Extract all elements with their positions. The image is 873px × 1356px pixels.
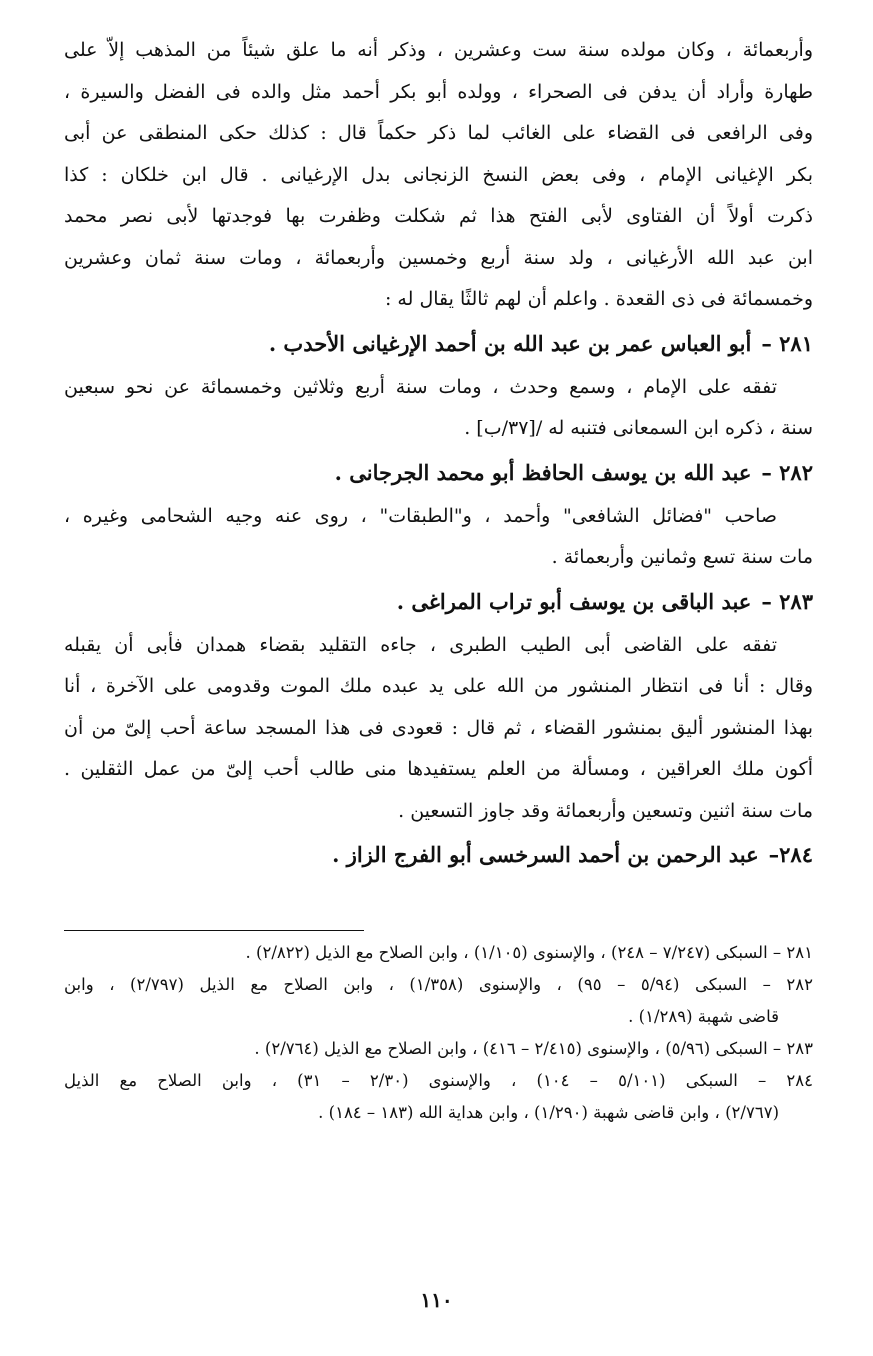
entry-281: [64, 321, 813, 450]
entry-heading: [64, 579, 813, 625]
page-number: ١١٠: [420, 1288, 453, 1312]
entry-282: [64, 450, 813, 579]
entry-number: ٢٨٤–: [768, 842, 813, 867]
body-line: وفى الرافعى فى القضاء على الغائب لما ذكر حكماً قال : كذلك حكى المنطقى عن أبى: [64, 122, 813, 144]
entry-title: عبد الباقى بن يوسف أبو تراب المراغى .: [396, 588, 752, 614]
entry-heading: [64, 450, 813, 496]
entry-line: تفقه على الإمام ، وسمع وحدث ، ومات سنة أربع وثلاثين وخمسمائة عن نحو سبعين: [64, 375, 777, 398]
entry-line: صاحب "فضائل الشافعى" وأحمد ، و"الطبقات" ، روى عنه وجيه الشحامى وغيره ،: [64, 504, 777, 527]
footnote-line: ٢٨١ – السبكى (٧/٢٤٧ – ٢٤٨) ، والإسنوى (١/١٠٥) ، وابن الصلاح مع الذيل (٢/٨٢٢) .: [245, 943, 813, 962]
entry-heading: [64, 832, 813, 878]
body-line: وأربعمائة ، وكان مولده سنة ست وعشرين ، وذكر أنه ما علق شيئاً من المذهب إلاّ على: [64, 39, 813, 61]
entry-line: مات سنة تسع وثمانين وأربعمائة .: [551, 546, 813, 568]
footnote-line: ٢٨٤ – السبكى (٥/١٠١ – ١٠٤) ، والإسنوى (٢/٣٠ – ٣١) ، وابن الصلاح مع الذيل: [64, 1071, 813, 1090]
body-line: طهارة وأراد أن يدفن فى الصحراء ، وولده أبو بكر أحمد مثل والده فى الفضل والسيرة ،: [64, 80, 813, 103]
entry-number: ٢٨٣ –: [761, 588, 813, 614]
entry-number: ٢٨٢ –: [761, 459, 813, 485]
entry-heading: [64, 321, 813, 367]
footnotes: [64, 937, 813, 1129]
body-line: وخمسمائة فى ذى القعدة . واعلم أن لهم ثالثًا يقال له :: [384, 288, 813, 310]
entry-line: وقال : أنا فى انتظار المنشور من الله على يد عبده ملك الموت وقدومى على الآخرة ، أنا: [64, 675, 813, 697]
entry-line: مات سنة اثنين وتسعين وأربعمائة وقد جاوز التسعين .: [398, 799, 813, 822]
entry-line: بهذا المنشور أليق بمنشور القضاء ، ثم قال : قعودى فى هذا المسجد ساعة أحب إلىّ من أن: [64, 716, 813, 739]
entry-line: أكون ملك العراقين ، ومسألة من العلم يستفيدها منى طالب أحب إلىّ من عمل الثقلين .: [64, 758, 813, 780]
footnote-line: ٢٨٢ – السبكى (٥/٩٤ – ٩٥) ، والإسنوى (١/٣٥٨) ، وابن الصلاح مع الذيل (٢/٧٩٧) ، وابن: [64, 975, 813, 994]
entry-line: سنة ، ذكره ابن السمعانى فتنبه له /[٣٧/ب] .: [464, 417, 813, 439]
entry-title: عبد الرحمن بن أحمد السرخسى أبو الفرج الزاز .: [332, 842, 759, 867]
footnote-line: قاضى شهبة (١/٢٨٩) .: [628, 1007, 779, 1026]
body-line: ذكرت أولاً أن الفتاوى لأبى الفتح هذا ثم شكلت وظفرت بها فوجدتها لأبى نصر محمد: [64, 205, 813, 227]
entry-title: أبو العباس عمر بن عبد الله بن أحمد الإرغيانى الأحدب .: [268, 330, 752, 356]
footnote-divider: [64, 930, 364, 931]
entry-title: عبد الله بن يوسف الحافظ أبو محمد الجرجانى .: [334, 459, 752, 485]
entry-284: [64, 832, 813, 878]
footnote-line: (٢/٧٦٧) ، وابن قاضى شهبة (١/٢٩٠) ، وابن هداية الله (١٨٣ – ١٨٤) .: [318, 1103, 779, 1122]
footnote-line: ٢٨٣ – السبكى (٥/٩٦) ، والإسنوى (٢/٤١٥ – ٤١٦) ، وابن الصلاح مع الذيل (٢/٧٦٤) .: [254, 1039, 813, 1058]
body-text: [64, 30, 813, 321]
body-line: ابن عبد الله الأرغيانى ، ولد سنة أربع وخمسين وأربعمائة ، ومات سنة ثمان وعشرين: [64, 246, 813, 269]
entry-283: [64, 579, 813, 833]
entry-number: ٢٨١ –: [761, 330, 813, 356]
entry-line: تفقه على القاضى أبى الطيب الطبرى ، جاءه التقليد بقضاء همدان فأبى أن يقبله: [64, 633, 777, 656]
body-line: بكر الإغيانى الإمام ، وفى بعض النسخ الزنجانى بدل الإرغيانى . قال ابن خلكان : كذا: [64, 163, 813, 186]
